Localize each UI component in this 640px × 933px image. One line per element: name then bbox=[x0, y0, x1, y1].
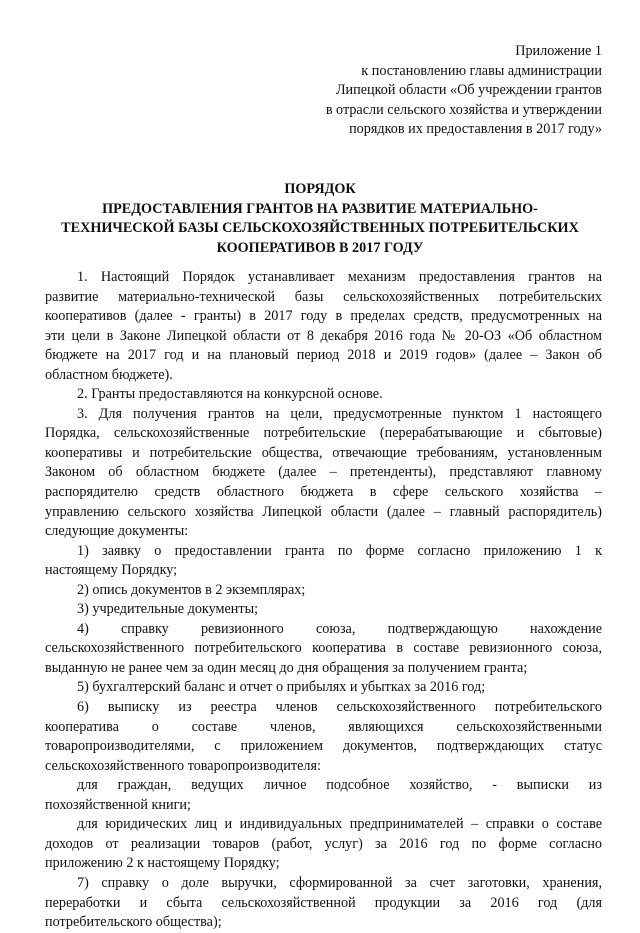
title-line: ПОРЯДОК bbox=[284, 181, 356, 197]
paragraph-line: сельскохозяйственного товаропроизводителя: bbox=[45, 757, 321, 774]
title-line: КООПЕРАТИВОВ В 2017 ГОДУ bbox=[216, 239, 424, 256]
paragraph-line: эти цели в Законе Липецкой области от 8 декабря 2016 года № 20-ОЗ «Об областном bbox=[45, 327, 602, 344]
paragraph-line: развитие материально-технической базы сельскохозяйственных потребительских bbox=[45, 288, 602, 305]
paragraph-line: 7) справку о доле выручки, сформированной за счет заготовки, хранения, bbox=[77, 874, 602, 891]
paragraph-line: 3) учредительные документы; bbox=[77, 601, 259, 618]
paragraph-line: Порядка, сельскохозяйственные потребительские (перерабатывающие и сбытовые) bbox=[45, 425, 602, 442]
paragraph bbox=[45, 776, 602, 815]
paragraph bbox=[45, 581, 602, 601]
paragraph-line: настоящему Порядку; bbox=[45, 562, 178, 579]
paragraph-line: 2. Гранты предоставляются на конкурсной основе. bbox=[77, 386, 383, 403]
paragraph bbox=[45, 874, 602, 933]
appendix-line: Липецкой области «Об учреждении грантов bbox=[335, 82, 602, 99]
paragraph-line: следующие документы: bbox=[45, 523, 189, 540]
paragraph-line: управлению сельского хозяйства Липецкой области (далее – главный распорядитель) bbox=[45, 503, 602, 520]
document-title bbox=[40, 180, 600, 258]
paragraph bbox=[45, 268, 602, 385]
paragraph-line: распорядителю средств областного бюджета в сфере сельского хозяйства – bbox=[45, 484, 602, 501]
paragraph-line: 1) заявку о предоставлении гранта по форме согласно приложению 1 к bbox=[77, 542, 602, 559]
paragraph-line: 5) бухгалтерский баланс и отчет о прибылях и убытках за 2016 год; bbox=[77, 679, 486, 696]
paragraph-line: для граждан, ведущих личное подсобное хозяйство, - выписки из bbox=[77, 777, 602, 794]
paragraph-line: для юридических лиц и индивидуальных предпринимателей – справки о составе bbox=[77, 816, 602, 833]
paragraph-line: приложению 2 к настоящему Порядку; bbox=[45, 855, 280, 872]
appendix-line: в отрасли сельского хозяйства и утверждении bbox=[325, 101, 602, 118]
paragraph-line: переработки и сбыта сельскохозяйственной продукции за 2016 год (для bbox=[45, 894, 602, 911]
appendix-line: Приложение 1 bbox=[515, 43, 602, 59]
title-line: ПРЕДОСТАВЛЕНИЯ ГРАНТОВ НА РАЗВИТИЕ МАТЕРИАЛЬНО- bbox=[102, 200, 538, 217]
appendix-line: к постановлению главы администрации bbox=[361, 62, 602, 79]
paragraph-line: Законом об областном бюджете (далее – претенденты), представляют главному bbox=[45, 464, 602, 481]
paragraph-line: кооперативы и потребительские общества, отвечающие требованиям, установленным bbox=[45, 444, 602, 461]
paragraph-line: 6) выписку из реестра членов сельскохозяйственного потребительского bbox=[77, 699, 602, 716]
paragraph bbox=[45, 600, 602, 620]
appendix-header bbox=[272, 42, 602, 140]
paragraph-line: потребительского общества); bbox=[45, 914, 222, 931]
document-body bbox=[45, 268, 602, 933]
paragraph bbox=[45, 815, 602, 874]
paragraph-line: 2) опись документов в 2 экземплярах; bbox=[77, 581, 306, 598]
paragraph bbox=[45, 698, 602, 776]
paragraph bbox=[45, 678, 602, 698]
paragraph-line: похозяйственной книги; bbox=[45, 796, 191, 813]
paragraph-line: кооперативов (далее - гранты) в 2017 году в пределах средств, предусмотренных на bbox=[45, 308, 602, 325]
appendix-line: порядков их предоставления в 2017 году» bbox=[349, 121, 602, 138]
paragraph-line: бюджете на 2017 год и на плановый период 2018 и 2019 годов» (далее – Закон об bbox=[45, 347, 602, 364]
paragraph-line: 3. Для получения грантов на цели, предусмотренные пунктом 1 настоящего bbox=[77, 405, 602, 422]
paragraph bbox=[45, 405, 602, 542]
paragraph-line: 1. Настоящий Порядок устанавливает механизм предоставления грантов на bbox=[77, 269, 602, 285]
paragraph-line: областном бюджете). bbox=[45, 366, 173, 383]
paragraph bbox=[45, 620, 602, 679]
paragraph-line: кооператива о составе членов, являющихся сельскохозяйственными bbox=[45, 718, 602, 735]
paragraph bbox=[45, 542, 602, 581]
paragraph-line: 4) справку ревизионного союза, подтверждающую нахождение bbox=[77, 620, 602, 637]
paragraph bbox=[45, 385, 602, 405]
paragraph-line: выданную не ранее чем за один месяц до дня обращения за получением гранта; bbox=[45, 659, 528, 676]
title-line: ТЕХНИЧЕСКОЙ БАЗЫ СЕЛЬСКОХОЗЯЙСТВЕННЫХ ПОТРЕБИТЕЛЬСКИХ bbox=[61, 220, 579, 237]
paragraph-line: доходов от реализации товаров (работ, услуг) за 2016 год по форме согласно bbox=[45, 835, 602, 852]
paragraph-line: сельскохозяйственного потребительского кооператива в составе ревизионного союза, bbox=[45, 640, 602, 657]
paragraph-line: товаропроизводителями, с приложением документов, подтверждающих статус bbox=[45, 738, 602, 755]
